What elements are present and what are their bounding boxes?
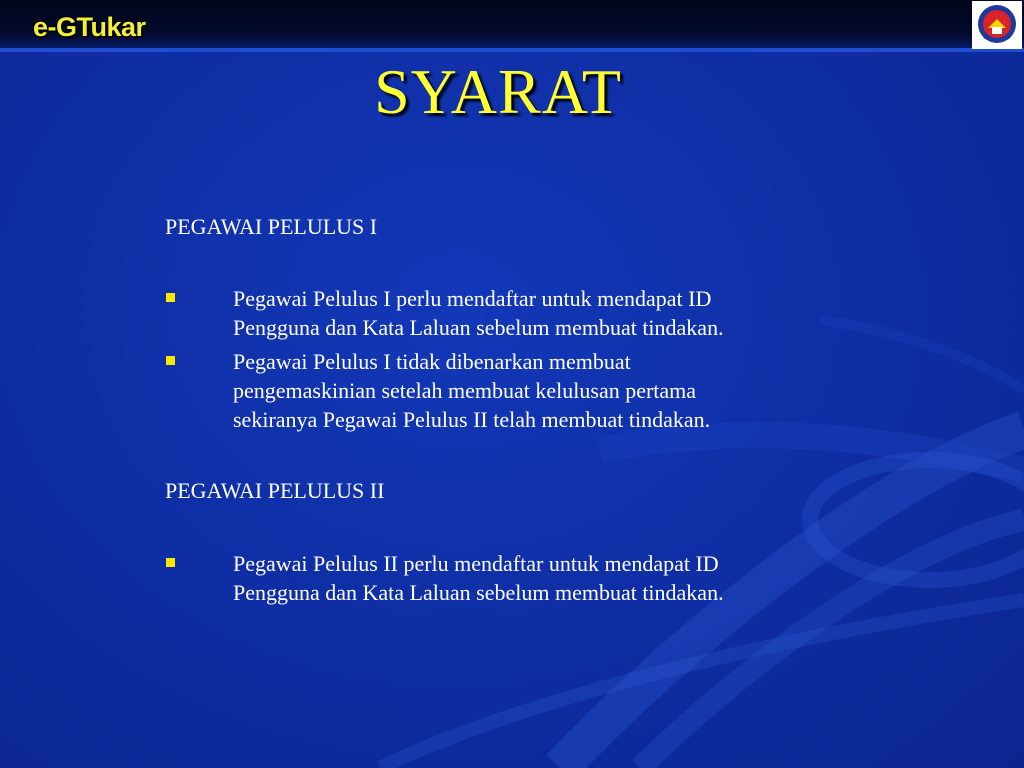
header-divider [0, 48, 1024, 52]
jata-emblem-icon [972, 1, 1022, 49]
square-bullet-icon [166, 293, 175, 302]
bullet-text: Pegawai Pelulus I tidak dibenarkan membuat pengemaskinian setelah membuat kelulusan pertama sekiranya Pegawai Pelulus II telah membuat tindakan. [233, 349, 711, 432]
square-bullet-icon [166, 356, 175, 365]
bullet-text: Pegawai Pelulus II perlu mendaftar untuk mendapat ID Pengguna dan Kata Laluan sebelum membuat tindakan. [233, 551, 724, 605]
square-bullet-icon [166, 558, 175, 567]
header-bar [0, 0, 1024, 49]
section-heading: PEGAWAI PELULUS II [165, 478, 385, 503]
app-logo: e-GTukar [33, 12, 146, 42]
section-heading: PEGAWAI PELULUS I [165, 214, 378, 239]
bullet-text: Pegawai Pelulus I perlu mendaftar untuk mendapat ID Pengguna dan Kata Laluan sebelum membuat tindakan. [233, 286, 724, 340]
slide-title: SYARAT [374, 56, 622, 127]
